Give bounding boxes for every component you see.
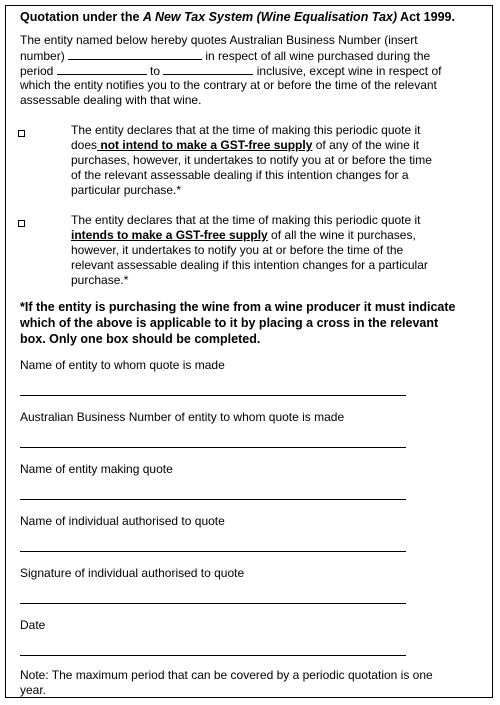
abn-blank[interactable]: [68, 48, 202, 60]
field-line-recipient-name[interactable]: [20, 395, 406, 396]
quotation-form: Quotation under the A New Tax System (Wine Equalisation Tax) Act 1999. The entity named below hereby quotes Australian Business Number (insert number) in respect of all wine purchased during the period to inclusive, except wine in respect of which the entity notifies you to the contrary at or before the time of the relevant assessable dealing with that wine. The entity declares that at the time of making this periodic quote it does not intend to make a GST-free supply of any of the wine it purchases, however, it undertakes to notify you at or before the time of the relevant assessable dealing if this intention changes for a particular purchase.* The entity declares that at the time of making this periodic quote it intends to make a GST-free supply of all the wine it purchases, however, it undertakes to notify you at or before the time of the relevant assessable dealing if this intention changes for a particular purchase.* *If the entity is purchasing the wine from a wine producer it must indicate which of the above is applicable to it by placing a cross in the relevant box. Only one box should be completed. Name of entity to whom quote is made Australian Business Number of entity to whom quote is made Name of entity making quote Name of individual authorised to quote Signature of individual authorised to quote Date Note: The maximum period that can be covered by a periodic quotation is one year.: [5, 5, 493, 698]
period-end-blank[interactable]: [163, 63, 253, 75]
field-label-quoting-entity: Name of entity making quote: [20, 462, 173, 476]
field-label-recipient-name: Name of entity to whom quote is made: [20, 358, 225, 372]
field-line-signature[interactable]: [20, 603, 406, 604]
period-start-blank[interactable]: [57, 63, 147, 75]
field-label-recipient-abn: Australian Business Number of entity to whom quote is made: [20, 410, 345, 424]
field-line-recipient-abn[interactable]: [20, 447, 406, 448]
field-line-date[interactable]: [20, 655, 406, 656]
field-line-quoting-entity[interactable]: [20, 499, 406, 500]
option2-checkbox[interactable]: [18, 220, 25, 227]
field-label-authorised-individual: Name of individual authorised to quote: [20, 514, 225, 528]
field-label-date: Date: [20, 618, 46, 632]
form-title: Quotation under the A New Tax System (Wine Equalisation Tax) Act 1999.: [20, 10, 455, 24]
field-line-authorised-individual[interactable]: [20, 551, 406, 552]
option1-checkbox[interactable]: [18, 130, 25, 137]
field-label-signature: Signature of individual authorised to quote: [20, 566, 245, 580]
